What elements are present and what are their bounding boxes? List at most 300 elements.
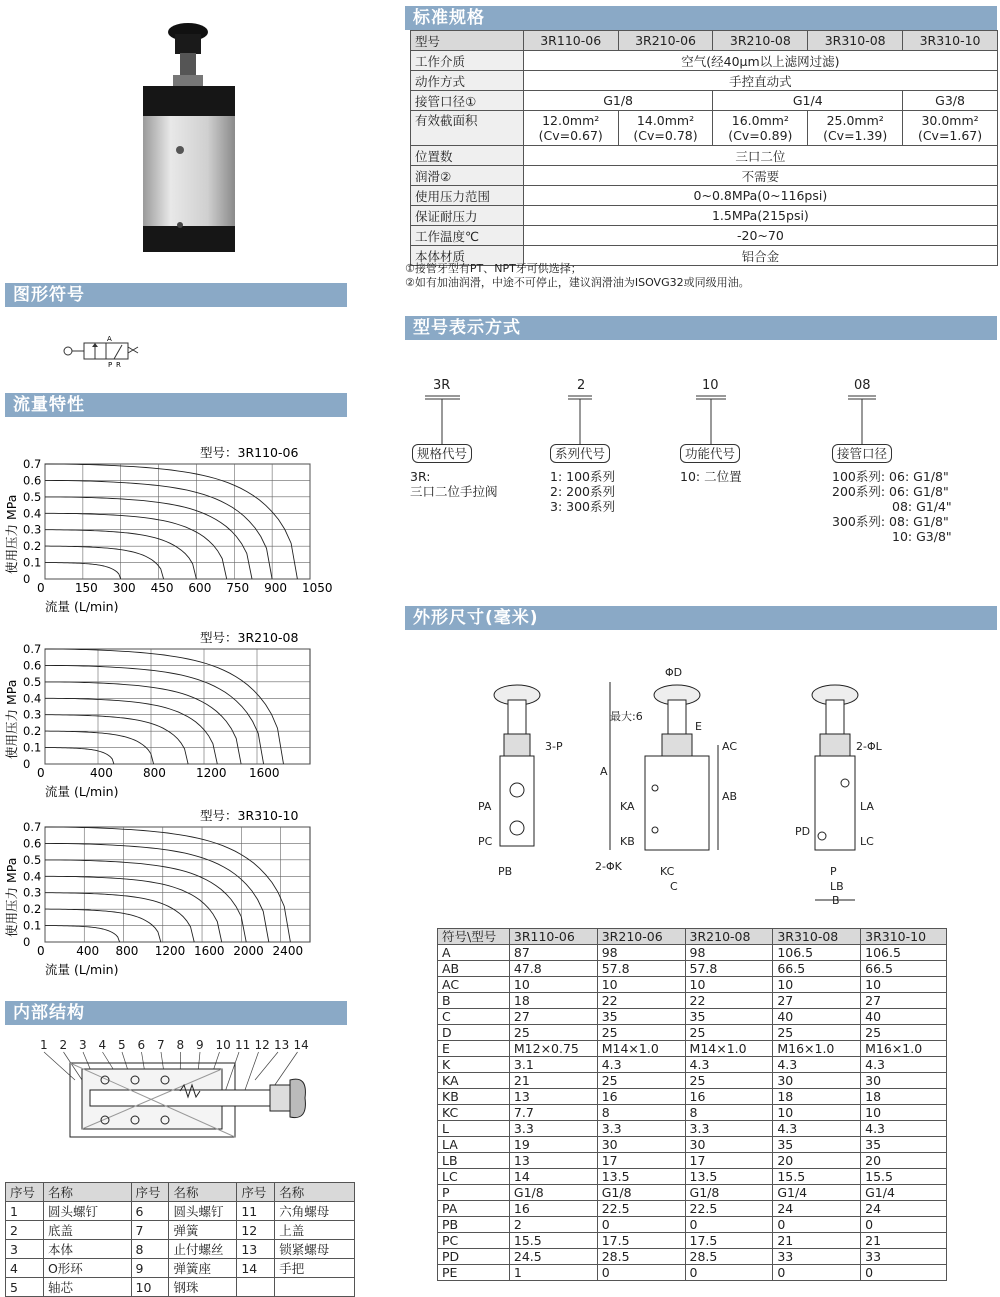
desc-line: 10: 二位置 [680, 469, 742, 484]
spec-value: 手控直动式 [523, 71, 997, 91]
table-cell: 4.3 [861, 1057, 947, 1073]
table-cell: 序号 [131, 1183, 169, 1202]
table-cell: 14 [509, 1169, 597, 1185]
dimension-label: PD [795, 825, 811, 838]
series-line [45, 497, 252, 579]
table-cell: 19 [509, 1137, 597, 1153]
table-cell: 13 [509, 1153, 597, 1169]
table-cell: 10 [131, 1278, 169, 1297]
table-cell: PC [438, 1233, 510, 1249]
spec-row [411, 91, 998, 111]
table-cell: PD [438, 1249, 510, 1265]
series-line [45, 715, 188, 764]
spec-value: G3/8 [903, 91, 998, 111]
model-box-function: 功能代号 [680, 444, 740, 463]
table-row [438, 1057, 947, 1073]
x-tick-label: 0 [37, 944, 45, 958]
table-cell: 7 [131, 1221, 169, 1240]
table-row [6, 1240, 355, 1259]
table-cell: 47.8 [509, 961, 597, 977]
table-cell: 25 [509, 1025, 597, 1041]
product-photo [135, 20, 245, 260]
table-cell: 9 [131, 1259, 169, 1278]
table-cell: 8 [131, 1240, 169, 1259]
spec-label: 动作方式 [411, 71, 524, 91]
table-row [438, 1089, 947, 1105]
dimension-label: LA [860, 800, 874, 813]
desc-line: 2: 200系列 [550, 484, 615, 499]
table-cell: B [438, 993, 510, 1009]
table-cell: 12 [237, 1221, 275, 1240]
x-axis-label: 流量 (L/min) [45, 962, 119, 977]
spec-row [411, 186, 998, 206]
desc-line: 08: G1/4" [892, 499, 952, 514]
table-cell: 106.5 [773, 945, 861, 961]
part-number-label: 11 [235, 1038, 251, 1052]
internal-structure-diagram [30, 1035, 320, 1155]
table-cell: 25 [597, 1025, 685, 1041]
table-cell: 17 [685, 1153, 773, 1169]
spec-cell: 3R110-06 [523, 31, 618, 51]
table-cell: 底盖 [43, 1221, 131, 1240]
table-cell: 六角螺母 [275, 1202, 355, 1221]
y-tick-label: 0.5 [23, 852, 42, 867]
chart-title: 型号：3R110-06 [200, 445, 299, 460]
table-cell: 本体 [43, 1240, 131, 1259]
table-cell: 15.5 [773, 1169, 861, 1185]
table-row [438, 1009, 947, 1025]
table-cell: 2 [509, 1217, 597, 1233]
desc-line: 3R: [410, 469, 431, 484]
table-cell: 13.5 [597, 1169, 685, 1185]
cv-value: (Cv=1.67) [917, 128, 983, 143]
table-cell: 10 [861, 1105, 947, 1121]
table-cell: 15.5 [509, 1233, 597, 1249]
dimension-label: AB [722, 790, 738, 803]
table-cell: 106.5 [861, 945, 947, 961]
table-cell: 名称 [43, 1183, 131, 1202]
table-cell: 3.3 [597, 1121, 685, 1137]
table-cell: 4.3 [773, 1057, 861, 1073]
spec-label: 工作介质 [411, 51, 524, 71]
table-cell: 57.8 [685, 961, 773, 977]
x-tick-label: 1600 [249, 766, 280, 780]
y-tick-label: 0.3 [23, 522, 42, 537]
table-cell: KA [438, 1073, 510, 1089]
spec-row [411, 206, 998, 226]
table-row [438, 1233, 947, 1249]
table-cell: 18 [509, 993, 597, 1009]
table-cell: 10 [685, 977, 773, 993]
y-tick-label: 0.7 [23, 457, 42, 471]
y-tick-label: 0.1 [23, 740, 42, 755]
table-cell: 98 [685, 945, 773, 961]
table-cell: 40 [773, 1009, 861, 1025]
table-cell: 0 [861, 1265, 947, 1281]
y-axis-label: 使用压力 MPa [4, 679, 19, 759]
table-row [6, 1278, 355, 1297]
table-cell: 22.5 [597, 1201, 685, 1217]
table-cell: M16×1.0 [861, 1041, 947, 1057]
desc-line: 1: 100系列 [550, 469, 615, 484]
table-cell: 25 [685, 1073, 773, 1089]
part-number-label: 9 [196, 1038, 204, 1052]
spec-cell: 型号 [411, 31, 524, 51]
table-row [438, 1121, 947, 1137]
table-cell: 4.3 [773, 1121, 861, 1137]
table-cell: P [438, 1185, 510, 1201]
x-tick-label: 400 [76, 944, 100, 958]
table-row [438, 1249, 947, 1265]
table-cell: LA [438, 1137, 510, 1153]
table-cell: 25 [597, 1073, 685, 1089]
leader-line [225, 1052, 239, 1092]
table-cell: 35 [685, 1009, 773, 1025]
chart-title: 型号：3R210-08 [200, 630, 299, 645]
spec-row [411, 71, 998, 91]
y-tick-label: 0 [23, 935, 31, 949]
y-tick-label: 0.6 [23, 836, 42, 851]
table-cell: 3.1 [509, 1057, 597, 1073]
spec-table [410, 30, 998, 266]
table-cell: 22 [685, 993, 773, 1009]
table-cell: M16×1.0 [773, 1041, 861, 1057]
table-cell: 21 [773, 1233, 861, 1249]
x-tick-label: 1050 [302, 581, 333, 595]
spec-value [903, 111, 998, 146]
table-cell: 24.5 [509, 1249, 597, 1265]
spec-value: G1/8 [523, 91, 713, 111]
table-cell: 25 [861, 1025, 947, 1041]
table-cell: G1/4 [861, 1185, 947, 1201]
table-cell: 轴芯 [43, 1278, 131, 1297]
spec-value: G1/4 [713, 91, 903, 111]
series-line [45, 893, 194, 942]
table-cell: 序号 [6, 1183, 44, 1202]
spec-cell: 3R310-08 [808, 31, 903, 51]
table-cell: 10 [861, 977, 947, 993]
dimension-label: A [600, 765, 608, 778]
y-tick-label: 0.3 [23, 707, 42, 722]
x-tick-label: 900 [264, 581, 288, 595]
spec-cell: 3R310-10 [903, 31, 998, 51]
section-header-model [405, 316, 997, 340]
table-row [438, 945, 947, 961]
spec-value: 铝合金 [523, 246, 997, 266]
dimension-drawing [460, 660, 900, 910]
table-cell: 35 [861, 1137, 947, 1153]
table-row [438, 977, 947, 993]
x-tick-label: 0 [37, 581, 45, 595]
x-tick-label: 600 [188, 581, 212, 595]
area-value: 12.0mm² [542, 113, 600, 128]
table-cell: 24 [773, 1201, 861, 1217]
part-number-label: 5 [118, 1038, 126, 1052]
table-cell: LB [438, 1153, 510, 1169]
table-cell: 27 [773, 993, 861, 1009]
flow-chart-3r210 [0, 625, 340, 800]
table-cell: 3R310-10 [861, 929, 947, 945]
table-cell: 0 [861, 1217, 947, 1233]
table-cell: PA [438, 1201, 510, 1217]
table-cell: 3 [6, 1240, 44, 1259]
part-number-label: 1 [40, 1038, 48, 1052]
dimension-label: KA [620, 800, 635, 813]
table-cell: 98 [597, 945, 685, 961]
dims-header-row [438, 929, 947, 945]
table-cell: 28.5 [685, 1249, 773, 1265]
dimension-label: C [670, 880, 678, 893]
part-number-label: 4 [98, 1038, 107, 1052]
series-line [45, 748, 114, 764]
table-cell: 21 [509, 1073, 597, 1089]
table-cell: 1 [509, 1265, 597, 1281]
x-tick-label: 750 [226, 581, 250, 595]
table-cell: 2 [6, 1221, 44, 1240]
x-axis-label: 流量 (L/min) [45, 784, 119, 799]
symbol-label-r: R [116, 361, 121, 369]
dimension-label: ΦD [665, 666, 683, 679]
table-cell: 10 [509, 977, 597, 993]
table-cell [237, 1278, 275, 1297]
section-header-spec [405, 6, 997, 30]
table-cell: KB [438, 1089, 510, 1105]
spec-cell: 3R210-06 [618, 31, 713, 51]
table-row [438, 1201, 947, 1217]
x-tick-label: 150 [74, 581, 98, 595]
table-cell: E [438, 1041, 510, 1057]
table-cell: 28.5 [597, 1249, 685, 1265]
area-value: 16.0mm² [731, 113, 789, 128]
spec-row [411, 111, 998, 146]
table-cell: 24 [861, 1201, 947, 1217]
spec-value: 0~0.8MPa(0~116psi) [523, 186, 997, 206]
desc-line: 3: 300系列 [550, 499, 615, 514]
table-cell: C [438, 1009, 510, 1025]
spec-value [713, 111, 808, 146]
table-cell: 21 [861, 1233, 947, 1249]
table-cell: 30 [861, 1073, 947, 1089]
table-cell: 16 [509, 1201, 597, 1217]
cv-value: (Cv=0.67) [538, 128, 603, 143]
desc-line: 300系列: 08: G1/8" [832, 514, 949, 529]
table-cell: A [438, 945, 510, 961]
model-part-port: 08 [854, 378, 871, 393]
flow-chart-3r310 [0, 803, 340, 978]
spec-value: -20~70 [523, 226, 997, 246]
dimension-label: PA [478, 800, 492, 813]
y-tick-label: 0.7 [23, 820, 42, 834]
table-cell: 3.3 [685, 1121, 773, 1137]
table-cell: 20 [861, 1153, 947, 1169]
desc-line: 200系列: 06: G1/8" [832, 484, 949, 499]
cv-value: (Cv=0.78) [633, 128, 698, 143]
y-tick-label: 0 [23, 757, 31, 771]
table-cell: AB [438, 961, 510, 977]
table-row [438, 1041, 947, 1057]
dimension-label: 2-ΦK [595, 860, 622, 873]
table-row [438, 1073, 947, 1089]
model-connector-lines [400, 392, 920, 448]
table-cell: 16 [685, 1089, 773, 1105]
table-cell: 0 [773, 1265, 861, 1281]
spec-value: 空气(经40μm以上滤网过滤) [523, 51, 997, 71]
x-tick-label: 2400 [272, 944, 304, 958]
spec-row [411, 226, 998, 246]
pneumatic-symbol [62, 334, 142, 370]
table-cell: 57.8 [597, 961, 685, 977]
table-cell: PB [438, 1217, 510, 1233]
table-row [438, 1025, 947, 1041]
table-cell: 30 [685, 1137, 773, 1153]
table-cell: 17 [597, 1153, 685, 1169]
table-cell: 上盖 [275, 1221, 355, 1240]
table-cell: L [438, 1121, 510, 1137]
table-cell: 27 [509, 1009, 597, 1025]
table-cell: 5 [6, 1278, 44, 1297]
section-title: 内部结构 [13, 1003, 85, 1023]
dimension-label: 2-ΦL [856, 740, 882, 753]
model-desc-function [680, 469, 742, 484]
table-row [438, 993, 947, 1009]
x-tick-label: 1600 [194, 944, 225, 958]
model-part-spec: 3R [433, 378, 451, 393]
spec-row [411, 146, 998, 166]
table-cell: 13.5 [685, 1169, 773, 1185]
y-tick-label: 0.4 [23, 869, 42, 884]
table-cell: M12×0.75 [509, 1041, 597, 1057]
part-number-label: 12 [254, 1038, 270, 1052]
table-cell: 止付螺丝 [169, 1240, 237, 1259]
table-cell: 4 [6, 1259, 44, 1278]
model-part-function: 10 [702, 378, 719, 393]
spec-label: 接管口径① [411, 91, 524, 111]
table-cell: G1/8 [685, 1185, 773, 1201]
table-cell: 30 [773, 1073, 861, 1089]
table-cell: 1 [6, 1202, 44, 1221]
table-row [438, 1169, 947, 1185]
desc-line: 100系列: 06: G1/8" [832, 469, 949, 484]
table-cell: 13 [509, 1089, 597, 1105]
table-cell: 16 [597, 1089, 685, 1105]
table-cell: 弹簧 [169, 1221, 237, 1240]
table-cell: 圆头螺钉 [43, 1202, 131, 1221]
table-cell: 22.5 [685, 1201, 773, 1217]
area-value: 25.0mm² [826, 113, 884, 128]
table-cell: 35 [597, 1009, 685, 1025]
table-cell: D [438, 1025, 510, 1041]
dimension-label: 3-P [545, 740, 563, 753]
section-header-dims [405, 606, 997, 630]
x-tick-label: 450 [150, 581, 174, 595]
table-cell: 4.3 [685, 1057, 773, 1073]
parts-header-row [6, 1183, 355, 1202]
dimensions-table [437, 928, 947, 1281]
y-axis-label: 使用压力 MPa [4, 857, 19, 937]
y-tick-label: 0.6 [23, 473, 42, 488]
table-cell: 22 [597, 993, 685, 1009]
table-cell: 7.7 [509, 1105, 597, 1121]
model-box-spec: 规格代号 [412, 444, 472, 463]
y-tick-label: 0.6 [23, 658, 42, 673]
table-cell: 0 [597, 1265, 685, 1281]
dimension-label: PB [498, 865, 513, 878]
table-cell [275, 1278, 355, 1297]
table-cell: 33 [861, 1249, 947, 1265]
x-tick-label: 0 [37, 766, 45, 780]
table-cell: 10 [773, 1105, 861, 1121]
spec-label: 有效截面积 [411, 111, 524, 146]
dimension-label: AC [722, 740, 738, 753]
table-cell: 圆头螺钉 [169, 1202, 237, 1221]
table-cell: 序号 [237, 1183, 275, 1202]
note-1: ①接管牙型有PT、NPT牙可供选择； [405, 262, 582, 275]
table-cell: 66.5 [773, 961, 861, 977]
table-cell: 66.5 [861, 961, 947, 977]
part-number-label: 10 [215, 1038, 231, 1052]
model-box-port: 接管口径 [832, 444, 892, 463]
area-value: 14.0mm² [636, 113, 695, 128]
y-tick-label: 0.1 [23, 555, 42, 570]
part-number-label: 14 [293, 1038, 309, 1052]
y-tick-label: 0.3 [23, 885, 42, 900]
table-cell: 0 [773, 1217, 861, 1233]
part-number-label: 6 [137, 1038, 146, 1052]
spec-label: 本体材质 [411, 246, 524, 266]
y-tick-label: 0 [23, 572, 31, 586]
desc-line: 10: G3/8" [892, 529, 952, 544]
model-desc-series [550, 469, 615, 514]
spec-row [411, 166, 998, 186]
table-cell: 锁紧螺母 [275, 1240, 355, 1259]
chart-title: 型号：3R310-10 [200, 808, 299, 823]
leader-line [255, 1052, 278, 1080]
table-cell: 17.5 [685, 1233, 773, 1249]
area-value: 30.0mm² [921, 113, 979, 128]
spec-value: 三口二位 [523, 146, 997, 166]
table-row [438, 1105, 947, 1121]
y-tick-label: 0.4 [23, 691, 42, 706]
y-tick-label: 0.5 [23, 489, 42, 504]
section-title: 外形尺寸(毫米) [413, 608, 539, 628]
table-cell: 10 [773, 977, 861, 993]
spec-value [618, 111, 713, 146]
x-tick-label: 2000 [233, 944, 264, 958]
dimension-label: B [832, 894, 840, 907]
table-cell: 手把 [275, 1259, 355, 1278]
table-cell: 3R110-06 [509, 929, 597, 945]
spec-value [523, 111, 618, 146]
table-cell: KC [438, 1105, 510, 1121]
spec-label: 保证耐压力 [411, 206, 524, 226]
table-cell: G1/8 [597, 1185, 685, 1201]
table-cell: 8 [685, 1105, 773, 1121]
table-row [438, 1185, 947, 1201]
table-cell: 87 [509, 945, 597, 961]
table-cell: 15.5 [861, 1169, 947, 1185]
cv-value: (Cv=0.89) [728, 128, 793, 143]
y-tick-label: 0.2 [23, 724, 42, 739]
table-cell: 3R210-06 [597, 929, 685, 945]
spec-value [808, 111, 903, 146]
section-title: 图形符号 [13, 285, 85, 305]
spec-cell: 3R210-08 [713, 31, 808, 51]
table-cell: 4.3 [861, 1121, 947, 1137]
table-cell: 弹簧座 [169, 1259, 237, 1278]
series-line [45, 860, 246, 942]
model-desc-port [832, 469, 952, 544]
model-box-series: 系列代号 [550, 444, 610, 463]
